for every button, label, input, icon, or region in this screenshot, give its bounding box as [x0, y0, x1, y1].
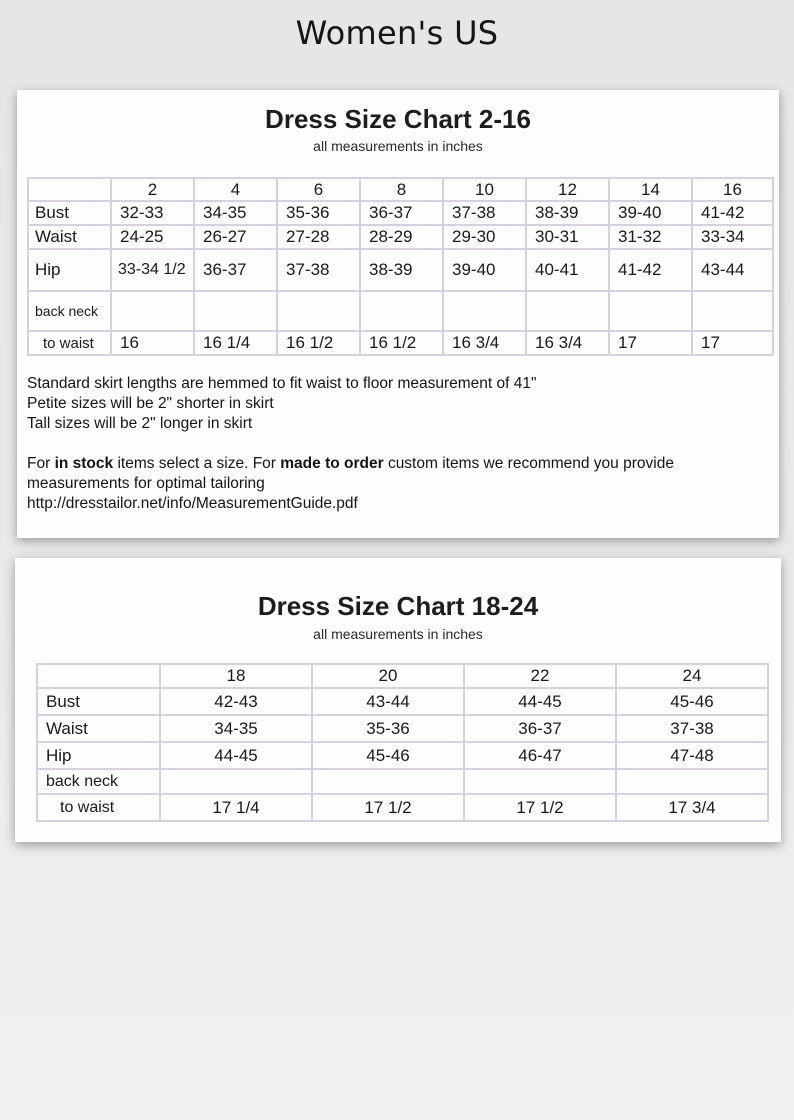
row-label-waist: Waist	[37, 715, 160, 742]
table-corner-cell	[28, 178, 111, 201]
size-header: 24	[616, 664, 768, 688]
table-cell: 16 3/4	[443, 331, 526, 355]
table-cell: 27-28	[277, 225, 360, 249]
table-cell: 33-34	[692, 225, 773, 249]
measurement-guide-url: http://dresstailor.net/info/MeasurementGuide.pdf	[27, 495, 358, 512]
table-cell: 34-35	[160, 715, 312, 742]
table-cell: 17 1/4	[160, 794, 312, 821]
chart-subtitle-18-24: all measurements in inches	[313, 626, 483, 642]
table-row-hip	[37, 742, 768, 769]
table-cell: 35-36	[277, 201, 360, 225]
size-header: 4	[194, 178, 277, 201]
size-header: 16	[692, 178, 773, 201]
table-cell	[464, 769, 616, 794]
table-cell: 46-47	[464, 742, 616, 769]
table-cell: 36-37	[464, 715, 616, 742]
table-cell	[160, 769, 312, 794]
table-cell: 36-37	[194, 249, 277, 291]
table-cell	[312, 769, 464, 794]
table-row-to-waist	[28, 331, 773, 355]
table-cell: 34-35	[194, 201, 277, 225]
table-cell: 39-40	[609, 201, 692, 225]
table-row-waist	[28, 225, 773, 249]
size-header: 8	[360, 178, 443, 201]
table-cell: 28-29	[360, 225, 443, 249]
size-header: 6	[277, 178, 360, 201]
row-label-hip: Hip	[28, 249, 111, 291]
chart-title-18-24: Dress Size Chart 18-24	[257, 591, 539, 621]
table-cell	[616, 769, 768, 794]
table-cell	[277, 291, 360, 331]
table-cell: 40-41	[526, 249, 609, 291]
size-table-18-24	[36, 663, 769, 822]
table-cell	[360, 291, 443, 331]
table-cell: 33-34 1/2	[111, 249, 194, 291]
table-cell: 16 1/2	[277, 331, 360, 355]
in-stock-emphasis: in stock	[54, 455, 114, 472]
table-cell: 17 3/4	[616, 794, 768, 821]
table-cell	[443, 291, 526, 331]
table-cell: 38-39	[526, 201, 609, 225]
table-row-back-neck	[37, 769, 768, 794]
table-cell	[111, 291, 194, 331]
table-cell: 37-38	[616, 715, 768, 742]
table-cell: 38-39	[360, 249, 443, 291]
table-cell: 17 1/2	[464, 794, 616, 821]
table-cell: 43-44	[692, 249, 773, 291]
row-label-bust: Bust	[37, 688, 160, 715]
row-label-back-neck: back neck	[37, 769, 160, 794]
table-cell: 36-37	[360, 201, 443, 225]
size-header: 10	[443, 178, 526, 201]
table-corner-cell	[37, 664, 160, 688]
table-cell	[526, 291, 609, 331]
row-label-back-neck: back neck	[28, 291, 111, 331]
table-cell	[692, 291, 773, 331]
table-cell: 24-25	[111, 225, 194, 249]
table-cell	[609, 291, 692, 331]
note-skirt-length: Standard skirt lengths are hemmed to fit waist to floor measurement of 41"	[27, 375, 537, 392]
table-cell: 43-44	[312, 688, 464, 715]
table-cell: 30-31	[526, 225, 609, 249]
table-cell: 45-46	[616, 688, 768, 715]
size-header: 14	[609, 178, 692, 201]
table-cell: 44-45	[464, 688, 616, 715]
table-cell: 16	[111, 331, 194, 355]
table-row-bust	[37, 688, 768, 715]
made-to-order-emphasis: made to order	[280, 455, 384, 472]
table-cell: 17	[692, 331, 773, 355]
note-tall: Tall sizes will be 2" longer in skirt	[27, 415, 253, 432]
table-cell: 26-27	[194, 225, 277, 249]
table-cell: 45-46	[312, 742, 464, 769]
table-cell: 41-42	[692, 201, 773, 225]
size-header: 18	[160, 664, 312, 688]
size-header: 12	[526, 178, 609, 201]
table-row-waist	[37, 715, 768, 742]
table-header-row	[37, 664, 768, 688]
table-cell: 44-45	[160, 742, 312, 769]
table-row-back-neck	[28, 291, 773, 331]
chart-subtitle-2-16: all measurements in inches	[313, 138, 483, 154]
table-row-hip	[28, 249, 773, 291]
note-petite: Petite sizes will be 2" shorter in skirt	[27, 395, 274, 412]
table-row-bust	[28, 201, 773, 225]
table-cell: 35-36	[312, 715, 464, 742]
row-label-to-waist: to waist	[37, 794, 160, 821]
table-cell: 47-48	[616, 742, 768, 769]
table-row-to-waist	[37, 794, 768, 821]
size-chart-card-2-16	[17, 90, 779, 538]
table-cell: 32-33	[111, 201, 194, 225]
row-label-hip: Hip	[37, 742, 160, 769]
table-cell: 17 1/2	[312, 794, 464, 821]
table-cell: 37-38	[277, 249, 360, 291]
note-ordering: For in stock items select a size. For made to order custom items we recommend you provide measurements for optimal tailoring	[27, 455, 674, 492]
table-cell: 37-38	[443, 201, 526, 225]
size-header: 20	[312, 664, 464, 688]
table-cell: 41-42	[609, 249, 692, 291]
table-cell: 16 3/4	[526, 331, 609, 355]
row-label-waist: Waist	[28, 225, 111, 249]
size-header: 22	[464, 664, 616, 688]
size-header: 2	[111, 178, 194, 201]
table-cell	[194, 291, 277, 331]
page-title: Women's US	[295, 14, 499, 52]
table-header-row	[28, 178, 773, 201]
table-cell: 16 1/2	[360, 331, 443, 355]
table-cell: 16 1/4	[194, 331, 277, 355]
table-cell: 39-40	[443, 249, 526, 291]
table-cell: 17	[609, 331, 692, 355]
size-table-2-16	[27, 177, 774, 356]
table-cell: 31-32	[609, 225, 692, 249]
table-cell: 42-43	[160, 688, 312, 715]
chart-title-2-16: Dress Size Chart 2-16	[265, 104, 531, 134]
size-chart-card-18-24	[15, 558, 781, 842]
row-label-to-waist: to waist	[28, 331, 111, 355]
row-label-bust: Bust	[28, 201, 111, 225]
table-cell: 29-30	[443, 225, 526, 249]
sizing-notes	[27, 374, 772, 514]
